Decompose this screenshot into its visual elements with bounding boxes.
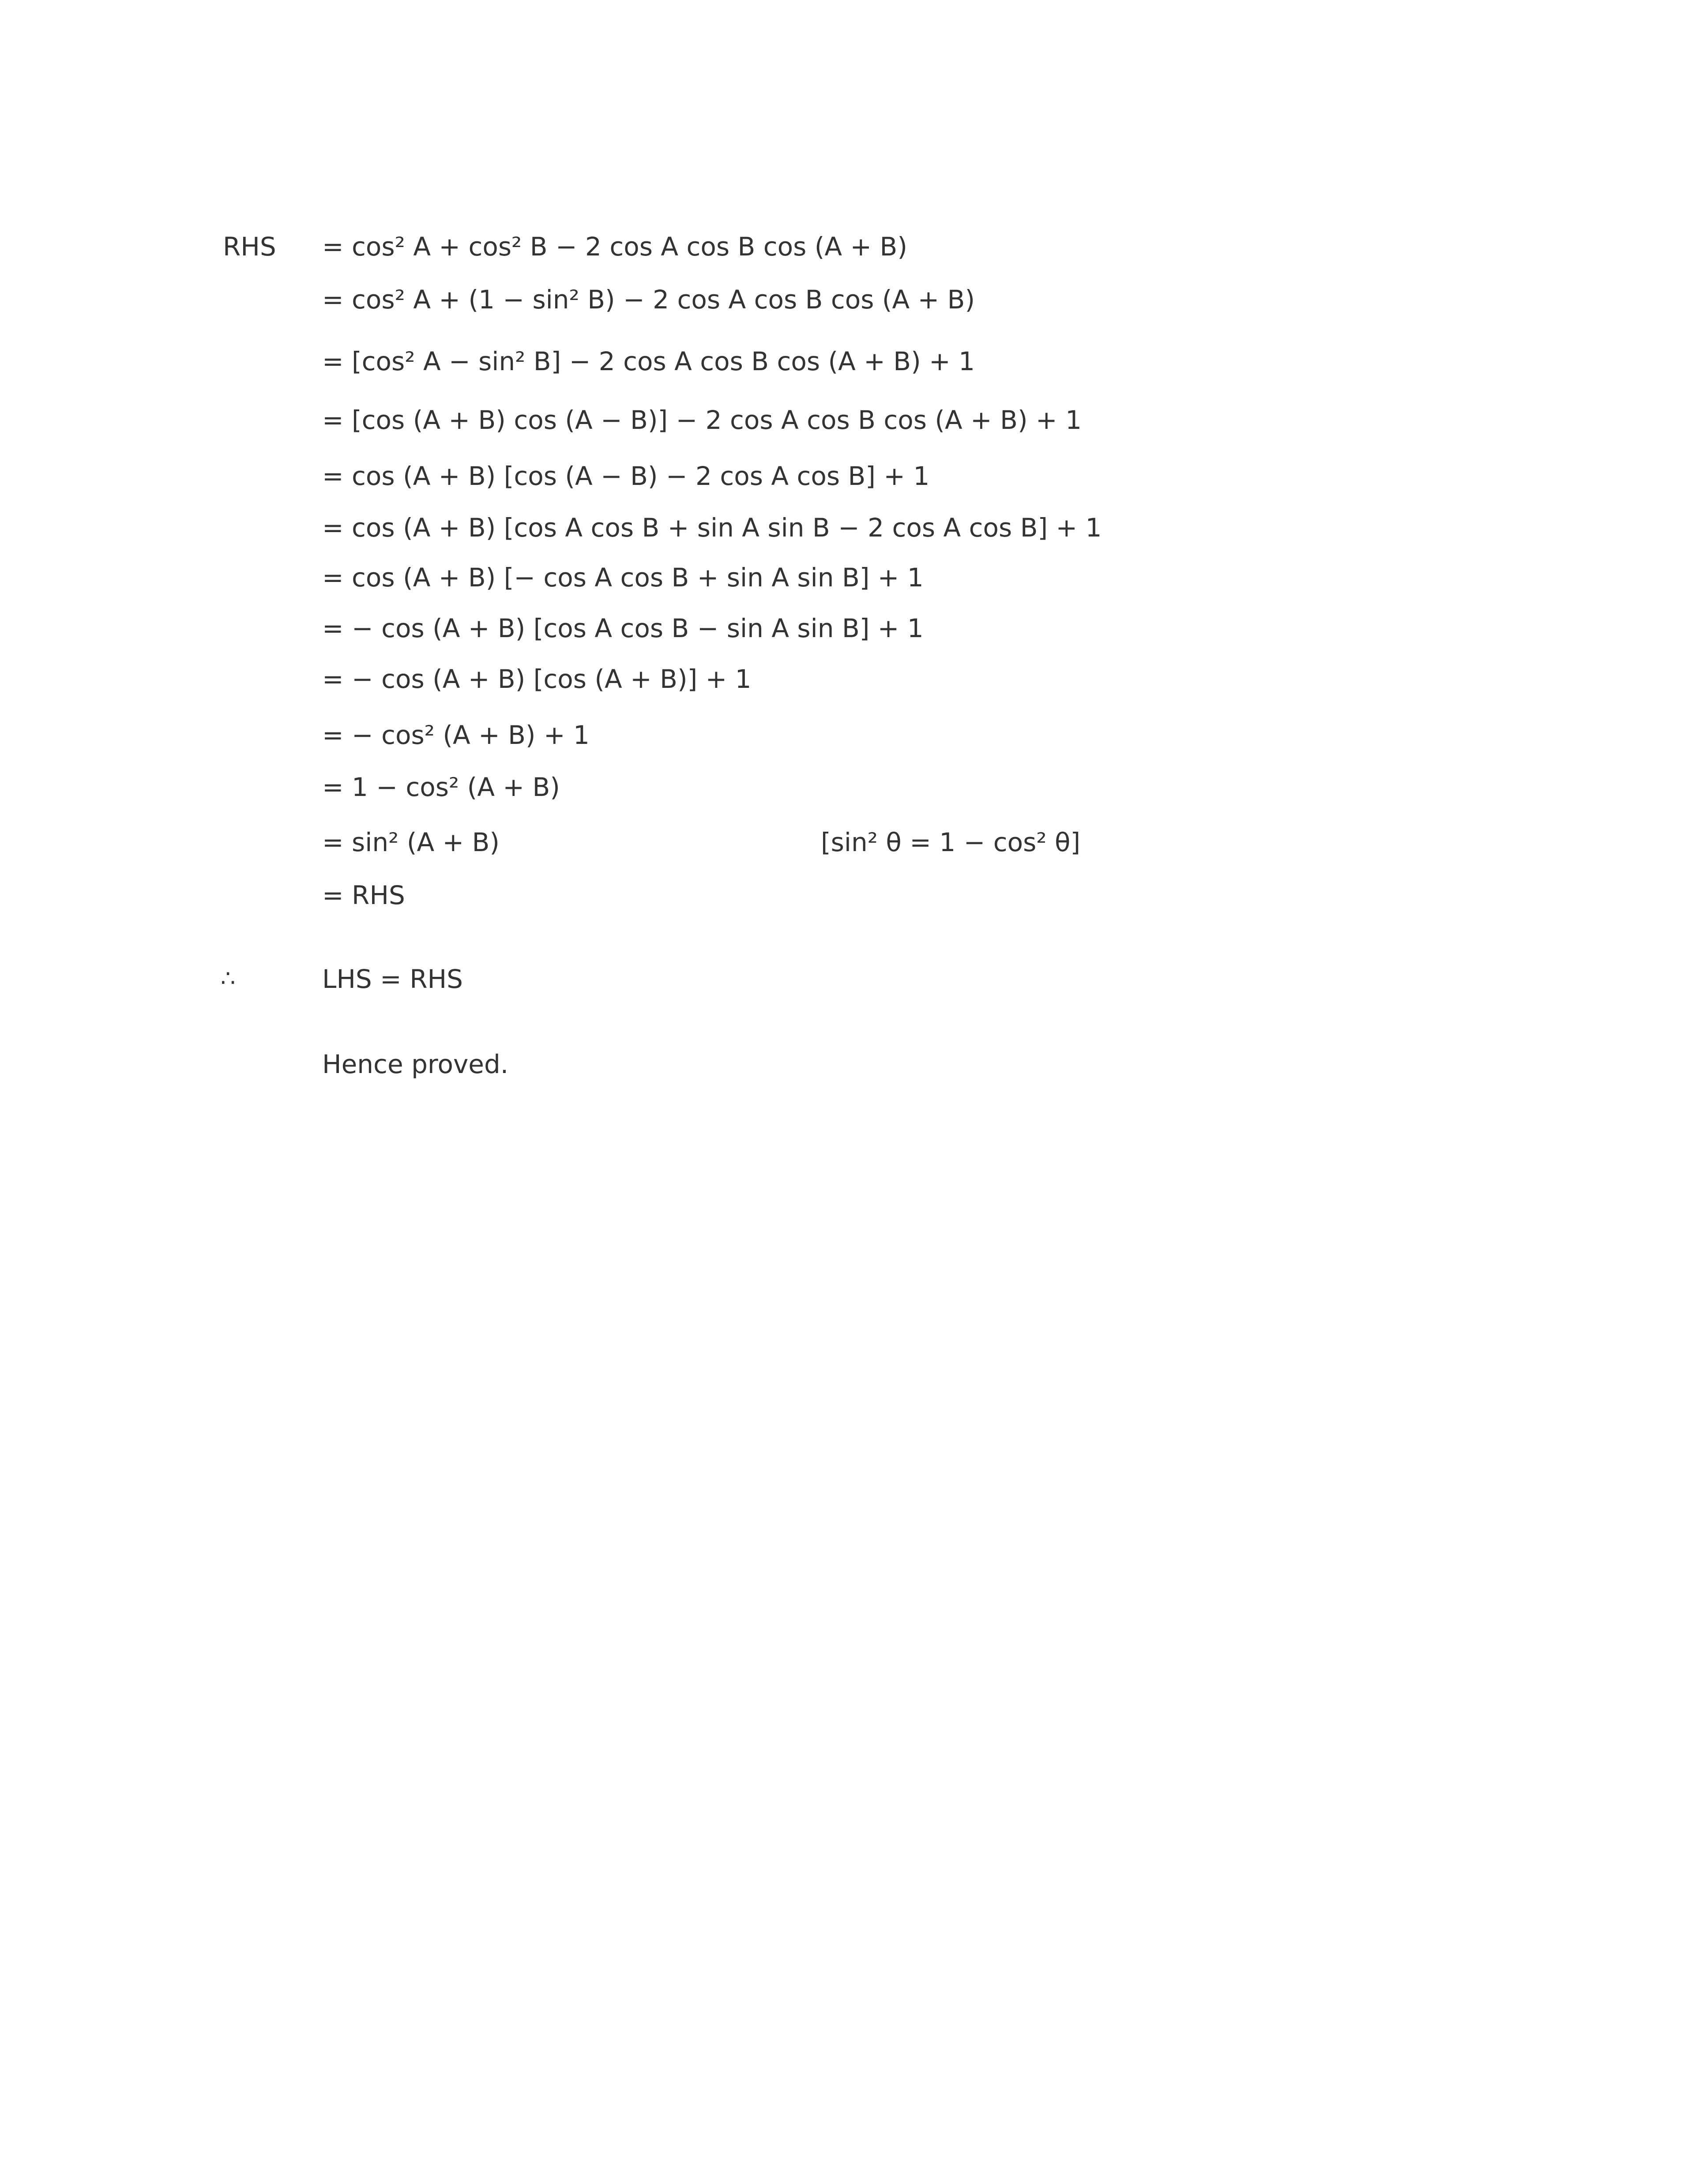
conclusion: LHS = RHS: [322, 964, 463, 994]
proof-line: = 1 − cos² (A + B): [322, 772, 560, 802]
proof-line: = − cos (A + B) [cos (A + B)] + 1: [322, 664, 752, 694]
proof-line: = [cos² A − sin² B] − 2 cos A cos B cos (A + B) + 1: [322, 346, 975, 376]
proof-line: = sin² (A + B): [322, 827, 500, 857]
proof-line: = [cos (A + B) cos (A − B)] − 2 cos A cos B cos (A + B) + 1: [322, 405, 1082, 435]
rhs-label: RHS: [223, 232, 276, 262]
proof-line: = cos (A + B) [cos A cos B + sin A sin B − 2 cos A cos B] + 1: [322, 513, 1102, 543]
proof-line: = − cos² (A + B) + 1: [322, 720, 590, 750]
therefore-symbol: ∴: [221, 965, 236, 992]
proof-line: = cos (A + B) [− cos A cos B + sin A sin B] + 1: [322, 563, 924, 593]
closing-statement: Hence proved.: [322, 1049, 509, 1079]
proof-line: = cos² A + cos² B − 2 cos A cos B cos (A + B): [322, 232, 907, 262]
proof-line: = cos (A + B) [cos (A − B) − 2 cos A cos B] + 1: [322, 461, 930, 491]
proof-line: = − cos (A + B) [cos A cos B − sin A sin B] + 1: [322, 613, 924, 643]
proof-line: = cos² A + (1 − sin² B) − 2 cos A cos B cos (A + B): [322, 285, 975, 315]
identity-note: [sin² θ = 1 − cos² θ]: [821, 827, 1081, 857]
proof-line: = RHS: [322, 880, 405, 910]
